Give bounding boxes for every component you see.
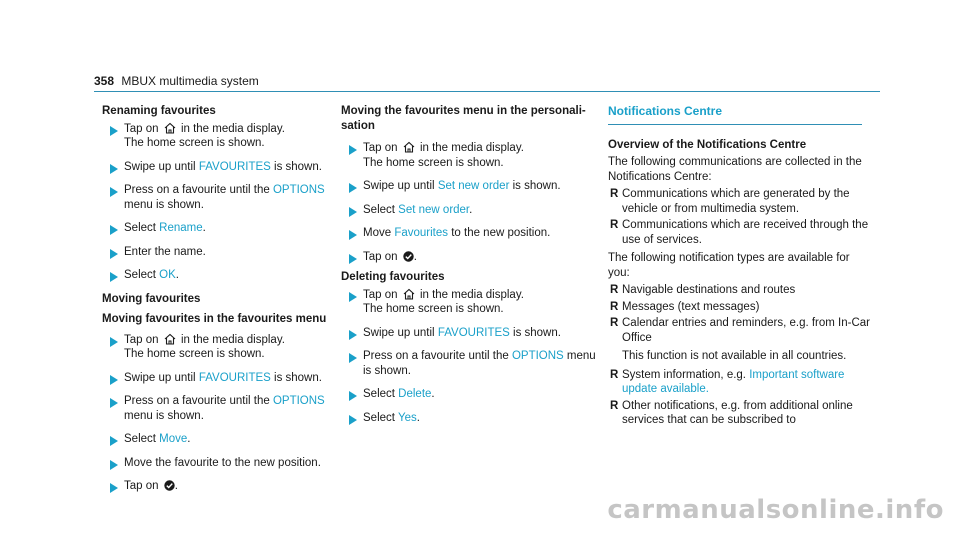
arrow-icon <box>349 391 357 401</box>
bullet-icon: R <box>610 300 619 313</box>
step-menu-3 <box>341 203 599 218</box>
ui-term-set-new-order: Set new order <box>437 180 510 192</box>
page-header-title: MBUX multimedia system <box>121 74 259 88</box>
step-move-4 <box>102 432 328 447</box>
section-heading-moving-menu: Moving the favourites menu in the personalisation <box>341 105 586 132</box>
step-text: Enter the name. <box>124 245 206 258</box>
step-text: in the media display. <box>419 288 524 301</box>
ui-term-ok: OK <box>159 269 176 281</box>
ui-term-favourites: FAVOURITES <box>198 160 271 173</box>
arrow-icon <box>110 272 118 282</box>
step-text: Press on a favourite until the <box>124 395 270 407</box>
step-text: Select <box>363 203 395 216</box>
home-icon <box>164 333 176 345</box>
column-left <box>102 104 328 503</box>
ui-term-favourites: FAVOURITES <box>198 371 271 384</box>
arrow-icon <box>110 164 118 174</box>
header-divider <box>94 91 880 92</box>
step-result: The home screen is shown. <box>124 348 265 360</box>
list-item <box>608 300 870 315</box>
step-text: Select <box>363 411 395 424</box>
step-rename-2 <box>102 160 328 175</box>
subheading-moving-menu: Moving favourites in the favourites menu <box>102 313 327 325</box>
step-text: is shown. <box>274 160 322 173</box>
bullet-icon: R <box>610 317 619 329</box>
ui-term-set-new-order: Set new order <box>398 203 470 216</box>
step-text: Tap on <box>124 480 159 492</box>
step-text: menu is shown. <box>124 198 204 211</box>
list-item-text: Navigable destinations and routes <box>622 284 796 296</box>
section-title-notifications: Notifications Centre <box>608 104 723 118</box>
arrow-icon <box>110 187 118 197</box>
step-result: The home screen is shown. <box>124 137 265 149</box>
arrow-icon <box>349 292 357 302</box>
arrow-icon <box>349 330 357 340</box>
list-item <box>608 368 870 397</box>
arrow-icon <box>349 353 357 363</box>
step-text: . <box>174 480 178 492</box>
ui-term-options: OPTIONS <box>272 184 325 196</box>
column-right <box>608 104 870 432</box>
step-move-1 <box>102 333 328 362</box>
step-move-5 <box>102 456 328 471</box>
step-text: . <box>187 433 191 445</box>
step-text: Move <box>363 227 392 239</box>
ui-term-rename: Rename <box>159 222 203 234</box>
step-delete-5 <box>341 411 599 426</box>
check-icon <box>164 480 175 491</box>
ui-term-yes: Yes <box>397 411 417 424</box>
bullet-list-types <box>608 283 870 345</box>
step-text: Tap on <box>363 250 398 263</box>
ui-term-options: OPTIONS <box>272 395 325 407</box>
step-delete-3 <box>341 349 599 378</box>
step-move-2 <box>102 371 328 386</box>
step-delete-4 <box>341 387 599 402</box>
arrow-icon <box>110 249 118 259</box>
step-delete-2 <box>341 326 599 341</box>
step-rename-1 <box>102 122 328 151</box>
watermark: carmanualsonline.info <box>607 495 944 525</box>
step-text: . <box>469 203 473 216</box>
step-text: Tap on <box>363 288 398 301</box>
step-text: Tap on <box>124 333 159 346</box>
step-text: . <box>431 388 435 400</box>
ui-term-move: Move <box>159 433 188 445</box>
ui-term-favourites: FAVOURITES <box>437 326 510 339</box>
arrow-icon <box>110 126 118 136</box>
bullet-list-types-continued <box>608 368 870 428</box>
column-middle <box>341 104 599 434</box>
bullet-icon: R <box>610 188 619 200</box>
arrow-icon <box>110 436 118 446</box>
step-text: Swipe up until <box>363 180 435 192</box>
step-text: is shown. <box>274 371 322 384</box>
step-text: Select <box>124 269 156 281</box>
arrow-icon <box>110 337 118 347</box>
step-text: to the new position. <box>451 227 551 239</box>
list-item-text: Messages (text messages) <box>622 300 760 313</box>
section-heading-renaming: Renaming favourites <box>102 105 216 117</box>
list-item <box>608 218 870 247</box>
step-text: Swipe up until <box>124 160 196 173</box>
section-heading-deleting: Deleting favourites <box>341 271 445 283</box>
step-text: Swipe up until <box>124 371 196 384</box>
section-divider <box>608 124 862 125</box>
list-item-text: Communications which are generated by the vehicle or from multimedia system. <box>622 188 850 215</box>
step-menu-5 <box>341 250 599 265</box>
check-icon <box>403 251 414 262</box>
arrow-icon <box>110 375 118 385</box>
step-text: menu is shown. <box>124 409 204 422</box>
arrow-icon <box>110 398 118 408</box>
step-text: Select <box>124 222 156 234</box>
step-delete-1 <box>341 288 599 317</box>
home-icon <box>164 122 176 134</box>
step-text: Tap on <box>363 142 398 154</box>
arrow-icon <box>110 460 118 470</box>
step-menu-2 <box>341 179 599 194</box>
step-text: Select <box>124 433 156 445</box>
arrow-icon <box>349 230 357 240</box>
bullet-icon: R <box>610 284 619 296</box>
step-rename-3 <box>102 183 328 212</box>
arrow-icon <box>110 225 118 235</box>
list-item-text: Other notifications, e.g. from additional online services that can be subscribed to <box>622 399 853 426</box>
types-intro-text: The following notification types are available for you: <box>608 252 850 279</box>
step-menu-1 <box>341 141 599 170</box>
home-icon <box>403 141 415 153</box>
ui-term-delete: Delete <box>398 388 432 400</box>
step-rename-5 <box>102 245 328 260</box>
step-move-3 <box>102 394 328 423</box>
page-header <box>94 74 259 88</box>
list-item-text: Communications which are received through the use of services. <box>622 219 869 246</box>
step-rename-6 <box>102 268 328 283</box>
ui-term-favourites: Favourites <box>394 227 449 239</box>
bullet-list-communications <box>608 187 870 247</box>
step-text: is shown. <box>512 180 561 192</box>
ui-term-important-software-update: Important software update available. <box>622 368 845 395</box>
step-text: . <box>175 269 179 281</box>
step-text: . <box>416 411 420 424</box>
arrow-icon <box>349 207 357 217</box>
step-text: menu is shown. <box>363 350 596 377</box>
arrow-icon <box>349 254 357 264</box>
heading-overview: Overview of the Notifications Centre <box>608 138 807 151</box>
availability-note: This function is not available in all countries. <box>622 350 847 362</box>
step-text: . <box>202 222 206 234</box>
section-heading-moving: Moving favourites <box>102 292 201 305</box>
step-move-6 <box>102 479 328 494</box>
list-item <box>608 316 870 345</box>
step-text: Select <box>363 388 395 400</box>
step-text: Swipe up until <box>363 326 435 339</box>
arrow-icon <box>110 483 118 493</box>
arrow-icon <box>349 183 357 193</box>
step-result: The home screen is shown. <box>363 156 504 169</box>
ui-term-options: OPTIONS <box>511 350 564 362</box>
step-text: Move the favourite to the new position. <box>124 456 321 469</box>
list-item <box>608 187 870 216</box>
step-text: in the media display. <box>180 122 285 135</box>
step-text: in the media display. <box>180 333 285 346</box>
step-text: is shown. <box>513 326 561 339</box>
step-text: Tap on <box>124 122 159 135</box>
step-text: . <box>413 250 417 263</box>
step-text: in the media display. <box>419 142 524 154</box>
step-text: Press on a favourite until the <box>124 184 270 196</box>
arrow-icon <box>349 145 357 155</box>
list-item-text: System information, e.g. <box>622 368 746 381</box>
list-item <box>608 399 870 428</box>
step-menu-4 <box>341 226 599 241</box>
intro-text: The following communications are collected in the Notifications Centre: <box>608 156 862 183</box>
bullet-icon: R <box>610 368 619 381</box>
bullet-icon: R <box>610 219 619 231</box>
home-icon <box>403 288 415 300</box>
step-result: The home screen is shown. <box>363 303 504 315</box>
bullet-icon: R <box>610 399 619 412</box>
step-text: Press on a favourite until the <box>363 350 509 362</box>
list-item <box>608 283 870 298</box>
page-number: 358 <box>94 74 115 88</box>
step-rename-4 <box>102 221 328 236</box>
list-item-text: Calendar entries and reminders, e.g. from In-Car Office <box>622 317 870 344</box>
arrow-icon <box>349 415 357 425</box>
